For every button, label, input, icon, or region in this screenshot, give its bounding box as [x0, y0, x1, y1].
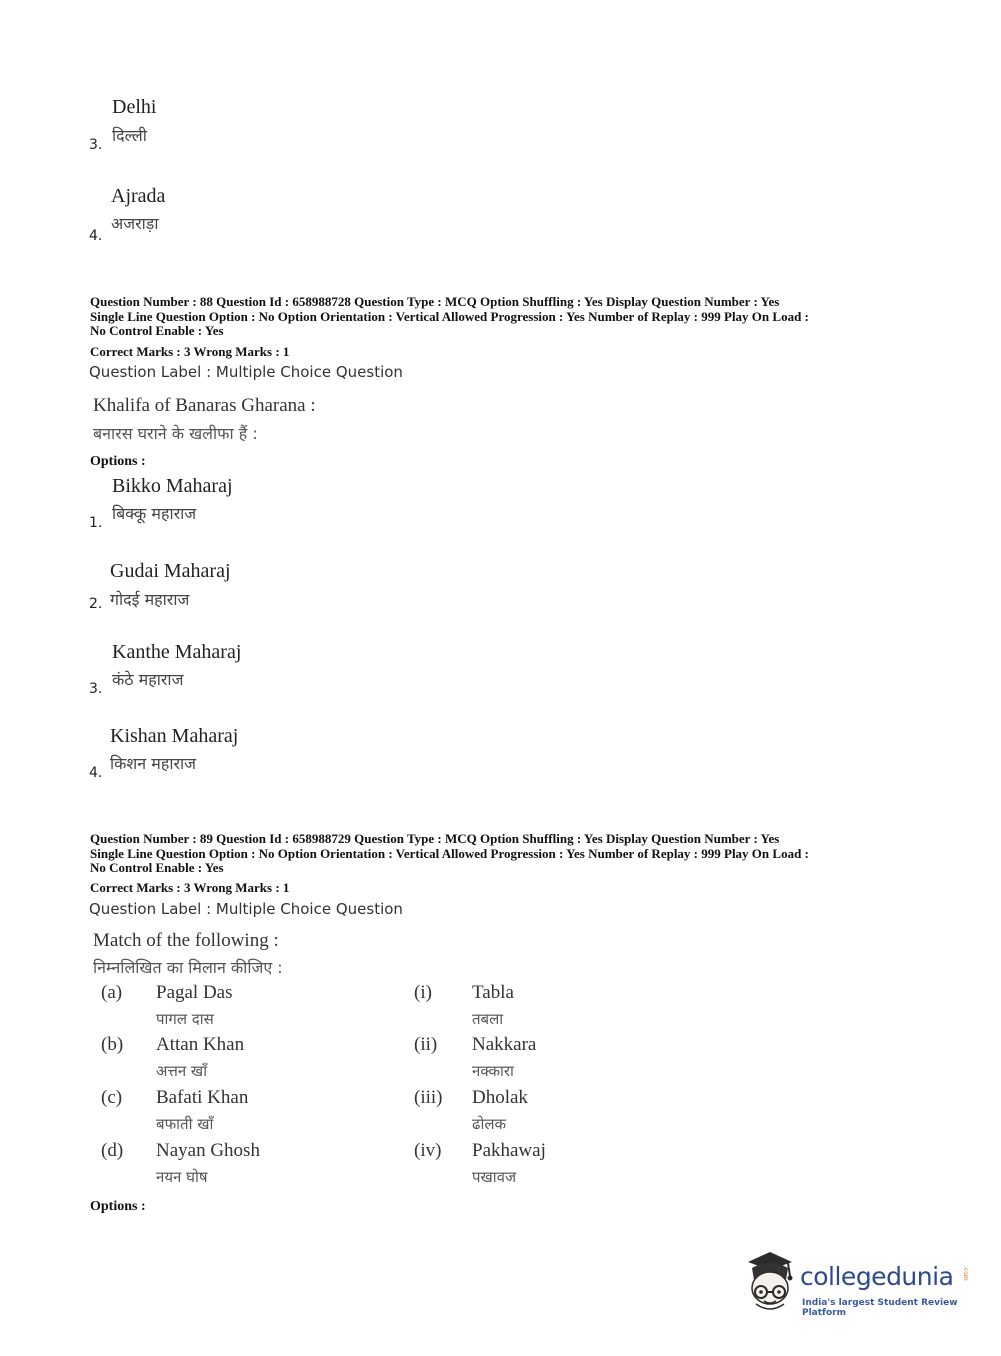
- q88-option-3-number: 3.: [89, 681, 103, 697]
- q88-meta-line3: No Control Enable : Yes: [90, 323, 224, 338]
- q88-option-1-hi: बिक्कू महाराज: [112, 504, 197, 523]
- match-right-en: Pakhawaj: [472, 1140, 546, 1161]
- match-left-en: Bafati Khan: [156, 1087, 249, 1108]
- q88-option-2-hi: गोदई महाराज: [110, 590, 190, 609]
- match-left-hi: नयन घोष: [156, 1168, 208, 1186]
- prev-option-4-number: 4.: [89, 228, 103, 244]
- match-left-key: (a): [101, 982, 123, 1003]
- match-left-key: (b): [101, 1034, 124, 1055]
- q88-option-1-en: Bikko Maharaj: [112, 475, 233, 497]
- q89-meta-line3: No Control Enable : Yes: [90, 860, 224, 875]
- match-left-en: Pagal Das: [156, 982, 233, 1003]
- q88-option-4-number: 4.: [89, 765, 103, 781]
- match-right-hi: तबला: [472, 1010, 504, 1028]
- logo-tld: .com: [962, 1266, 969, 1281]
- q88-option-3-en: Kanthe Maharaj: [112, 641, 242, 663]
- match-right-en: Dholak: [472, 1087, 528, 1108]
- match-left-hi: अत्तन खाँ: [156, 1062, 208, 1080]
- q89-question-label: Question Label : Multiple Choice Question: [89, 900, 403, 918]
- logo-name: collegedunia: [800, 1262, 954, 1291]
- match-right-key: (iv): [414, 1140, 442, 1161]
- prev-option-4-hi: अजराड़ा: [111, 214, 159, 233]
- q89-meta-line1: Question Number : 89 Question Id : 658988729 Question Type : MCQ Option Shuffling : Yes Display Question Number : Yes: [90, 831, 780, 846]
- prev-option-3-number: 3.: [89, 137, 103, 153]
- q89-meta: [90, 832, 920, 876]
- q88-options-label: Options :: [90, 454, 146, 469]
- q89-question-en: Match of the following :: [93, 930, 279, 951]
- q88-question-hi: बनारस घराने के खलीफा हैं :: [93, 424, 258, 443]
- q88-marks: Correct Marks : 3 Wrong Marks : 1: [90, 344, 290, 359]
- match-right-en: Tabla: [472, 982, 514, 1003]
- q88-option-1-number: 1.: [89, 515, 103, 531]
- match-left-en: Attan Khan: [156, 1034, 245, 1055]
- q89-question-hi: निम्नलिखित का मिलान कीजिए :: [93, 958, 283, 977]
- q88-meta-line2: Single Line Question Option : No Option Orientation : Vertical Allowed Progression : Yes Number of Replay : 999 Play On Load :: [90, 308, 809, 324]
- q89-meta-line2: Single Line Question Option : No Option Orientation : Vertical Allowed Progression : Yes Number of Replay : 999 Play On Load :: [90, 845, 809, 861]
- mascot-icon: [740, 1248, 800, 1314]
- match-right-key: (i): [414, 982, 432, 1003]
- logo-tagline: India's largest Student Review Platform: [802, 1298, 958, 1318]
- q88-option-4-en: Kishan Maharaj: [110, 725, 239, 747]
- q88-meta-line1: Question Number : 88 Question Id : 658988728 Question Type : MCQ Option Shuffling : Yes Display Question Number : Yes: [90, 294, 780, 309]
- q88-option-4-hi: किशन महाराज: [110, 754, 197, 773]
- collegedunia-logo: [740, 1248, 970, 1318]
- q89-marks: Correct Marks : 3 Wrong Marks : 1: [90, 880, 290, 895]
- prev-option-3-hi: दिल्ली: [112, 126, 147, 145]
- match-left-en: Nayan Ghosh: [156, 1140, 260, 1161]
- match-right-key: (iii): [414, 1087, 443, 1108]
- match-left-hi: पागल दास: [156, 1010, 214, 1028]
- q88-question-label: Question Label : Multiple Choice Question: [89, 363, 403, 381]
- match-left-hi: बफाती खाँ: [156, 1115, 214, 1133]
- match-left-key: (d): [101, 1140, 124, 1161]
- match-right-key: (ii): [414, 1034, 438, 1055]
- q88-meta: [90, 295, 920, 339]
- q89-options-label: Options :: [90, 1199, 146, 1214]
- prev-option-3-en: Delhi: [112, 96, 157, 118]
- q88-option-3-hi: कंठे महाराज: [112, 670, 184, 689]
- q88-option-2-number: 2.: [89, 596, 103, 612]
- match-right-hi: पखावज: [472, 1168, 517, 1186]
- q88-option-2-en: Gudai Maharaj: [110, 560, 231, 582]
- q88-question-en: Khalifa of Banaras Gharana :: [93, 395, 316, 416]
- match-right-en: Nakkara: [472, 1034, 537, 1055]
- match-right-hi: ढोलक: [472, 1115, 507, 1133]
- match-left-key: (c): [101, 1087, 123, 1108]
- prev-option-4-en: Ajrada: [111, 185, 166, 207]
- match-right-hi: नक्कारा: [472, 1062, 514, 1080]
